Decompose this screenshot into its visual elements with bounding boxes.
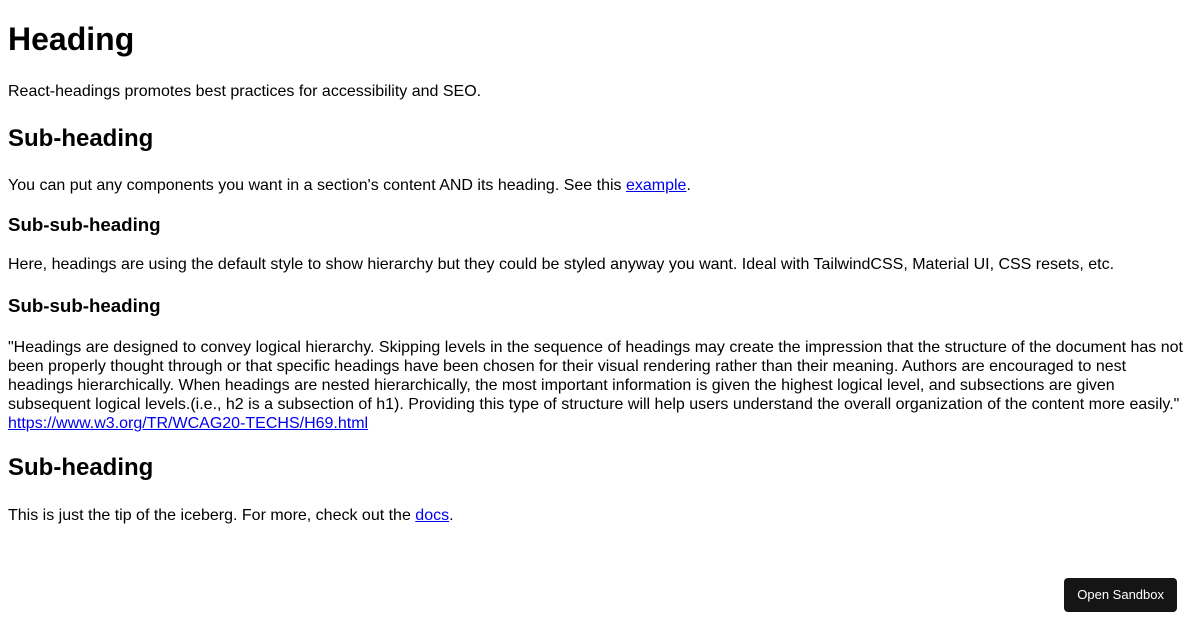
section-1-paragraph <box>8 176 1192 195</box>
example-link[interactable]: example <box>625 177 687 194</box>
subsection-1-paragraph: Here, headings are using the default style to show hierarchy but they could be styled anyway you want. Ideal with TailwindCSS, Material UI, CSS resets, etc. <box>8 256 1115 273</box>
section-1-period: . <box>686 177 691 194</box>
subsection-2-paragraph <box>8 338 1192 433</box>
page-content <box>8 0 1192 525</box>
section-2-paragraph <box>8 506 1192 525</box>
section-1-text: You can put any components you want in a section's content AND its heading. See this <box>8 177 626 194</box>
docs-link[interactable]: docs <box>415 507 450 524</box>
section-2-period: . <box>449 507 454 524</box>
subsection-2-heading: Sub-sub-heading <box>8 295 161 316</box>
section-2-text: This is just the tip of the iceberg. For more, check out the <box>8 507 416 524</box>
page-title: Heading <box>8 21 135 57</box>
section-1-heading: Sub-heading <box>8 125 154 152</box>
wcag-quote: "Headings are designed to convey logical hierarchy. Skipping levels in the sequence of headings may create the impression that the structure of the document has not been properly thought through or that specific headings have been chosen for their visual rendering rather than their meaning. Authors are encouraged to nest headings hierarchically. When headings are nested hierarchically, the most important information is given the highest logical level, and subsections are given subsequent logical levels.(i.e., h2 is a subsection of h1). Providing this type of structure will help users understand the overall organization of the content more easily." <box>8 339 1183 413</box>
subsection-1-heading: Sub-sub-heading <box>8 214 161 235</box>
intro-paragraph: React-headings promotes best practices for accessibility and SEO. <box>8 83 482 100</box>
wcag-link[interactable]: https://www.w3.org/TR/WCAG20-TECHS/H69.html <box>8 415 369 432</box>
open-sandbox-button[interactable]: Open Sandbox <box>1064 578 1177 612</box>
section-2-heading: Sub-heading <box>8 454 154 481</box>
